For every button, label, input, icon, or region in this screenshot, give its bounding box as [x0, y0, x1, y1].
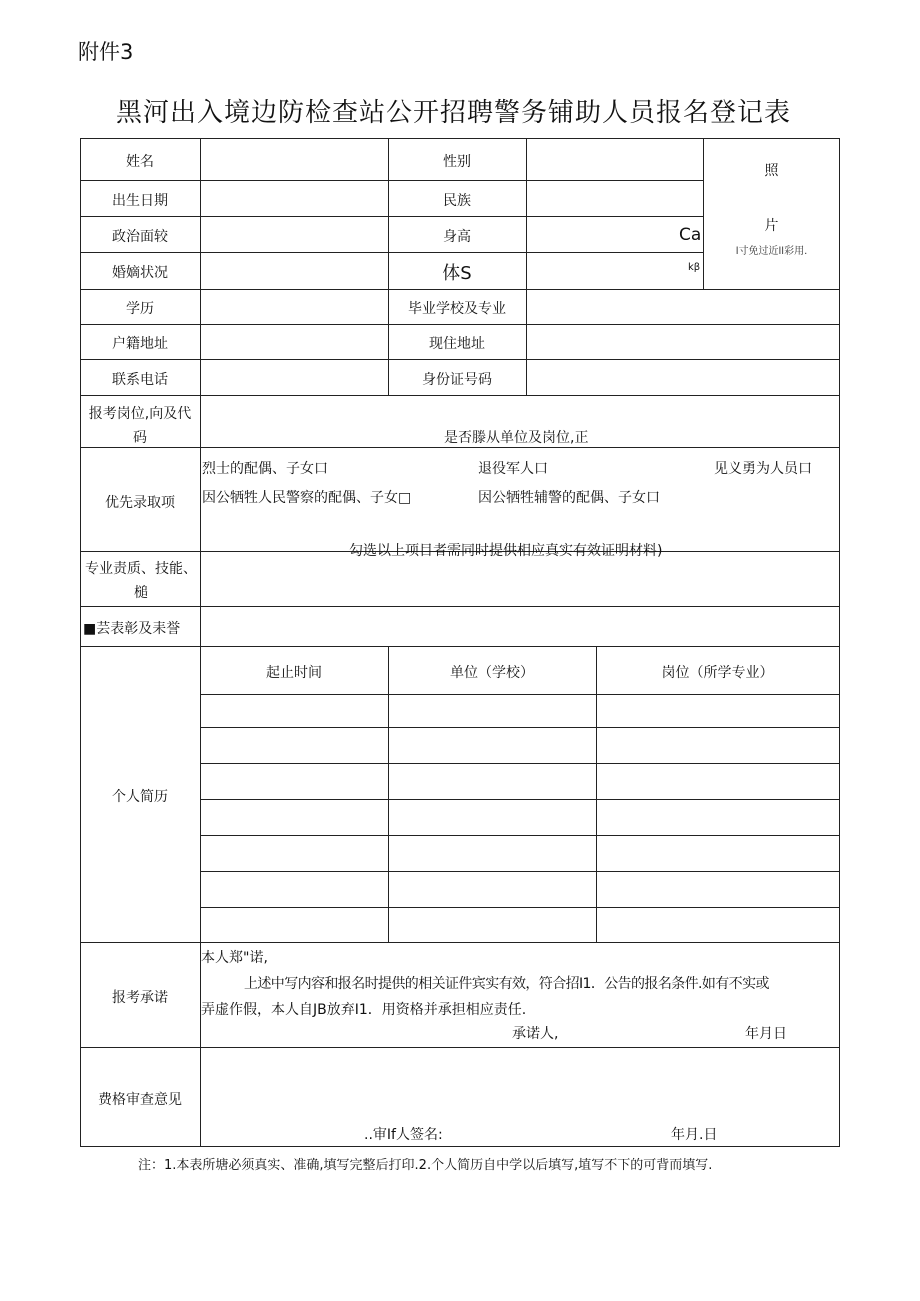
gender-field[interactable] — [527, 139, 702, 179]
form-title: 黑河出入境边防检查站公开招聘警务铺助人员报名登记表 — [116, 98, 792, 128]
education-label: 学历 — [126, 301, 154, 317]
resume-row[interactable] — [201, 908, 839, 941]
resume-row[interactable] — [201, 695, 839, 726]
id-field[interactable] — [527, 360, 839, 394]
review-field[interactable] — [201, 1048, 839, 1145]
photo-label-top: 照 — [764, 163, 779, 179]
weight-label: 体S — [442, 263, 472, 284]
priority-option-police-family[interactable]: 因公牺牲人民警察的配偶、子女□ — [202, 490, 412, 506]
weight-unit: kβ — [688, 262, 701, 273]
review-date: 年月.日 — [671, 1127, 718, 1143]
resume-col-time: 起止时间 — [266, 665, 322, 681]
school-field[interactable] — [527, 290, 839, 323]
height-label: 身高 — [443, 229, 471, 245]
weight-field[interactable] — [527, 253, 702, 288]
name-field[interactable] — [201, 139, 387, 179]
marital-label: 婚嫡状况 — [112, 265, 168, 281]
phone-field[interactable] — [201, 360, 387, 394]
commitment-line-3: 弄虚作假，本人自JB放弃I1．用资格并承担相应责任. — [201, 1002, 527, 1018]
skills-field[interactable] — [201, 552, 839, 605]
resume-col-unit: 单位（学校） — [450, 665, 534, 681]
ethnicity-field[interactable] — [527, 181, 702, 215]
commitment-date: 年月日 — [745, 1026, 787, 1042]
priority-option-auxiliary-family[interactable]: 因公牺牲辅警的配偶、子女口 — [478, 490, 660, 506]
address-label: 现住地址 — [429, 336, 485, 352]
hukou-label: 户籍地址 — [112, 336, 168, 352]
skills-label: 专业责质、技能、槌 — [85, 561, 197, 601]
height-field[interactable] — [527, 217, 702, 251]
priority-option-martyr-family[interactable]: 烈士的配偶、子女口 — [202, 461, 328, 477]
birth-label: 出生日期 — [112, 193, 168, 209]
marital-field[interactable] — [201, 253, 387, 288]
priority-note: 勾选以上项目者需同时提供相应真实有效证明材料) — [349, 543, 663, 559]
honors-field[interactable] — [201, 607, 839, 645]
politics-field[interactable] — [201, 217, 387, 251]
obey-assignment-label: 是否滕从单位及岗位,正 — [444, 430, 589, 446]
gender-label: 性别 — [443, 154, 471, 170]
height-unit: Ca — [679, 225, 702, 245]
id-label: 身份证号码 — [422, 372, 492, 388]
review-label: 费格审查意见 — [98, 1092, 182, 1108]
name-label: 姓名 — [126, 154, 154, 170]
resume-col-post: 岗位（所学专业） — [661, 665, 774, 681]
resume-row[interactable] — [201, 764, 839, 798]
review-signer: ..审If人签名: — [364, 1127, 443, 1143]
resume-label: 个人简历 — [112, 789, 168, 805]
footnote: 注：1.本表所塘必须真实、准确,填写完整后打印.2.个人简历自中学以后填写,埴写不下的可背而填写. — [138, 1158, 713, 1173]
phone-label: 联系电话 — [112, 372, 168, 388]
position-label: 报考岗位,向及代码 — [88, 406, 192, 446]
hukou-field[interactable] — [201, 325, 387, 358]
priority-option-hero[interactable]: 见义勇为人员口 — [714, 461, 812, 477]
politics-label: 政治面较 — [112, 229, 168, 245]
priority-option-veteran[interactable]: 退役军人口 — [478, 461, 548, 477]
photo-label-bottom: 片 — [764, 218, 779, 234]
resume-row[interactable] — [201, 836, 839, 870]
address-field[interactable] — [527, 325, 839, 358]
ethnicity-label: 民族 — [443, 193, 471, 209]
birth-field[interactable] — [201, 181, 387, 215]
commitment-line-1: 本人郑"诺, — [201, 950, 268, 966]
commitment-signer: 承诺人, — [512, 1026, 559, 1042]
school-label: 毕业学校及专业 — [408, 301, 506, 317]
resume-row[interactable] — [201, 872, 839, 906]
commitment-line-2: 上述中写内容和报名时提供的相关证件宾实有效，符合招I1．公告的报名条件.如有不实或 — [244, 976, 769, 992]
education-field[interactable] — [201, 290, 387, 323]
resume-row[interactable] — [201, 728, 839, 762]
commitment-label: 报考承诺 — [112, 990, 168, 1006]
attachment-label: 附件3 — [78, 40, 134, 64]
photo-note: l寸免过近ll彩用. — [735, 246, 808, 257]
honors-label: ■芸表彰及耒誉 — [83, 621, 181, 637]
resume-row[interactable] — [201, 800, 839, 834]
priority-label: 优先录取项 — [105, 495, 175, 511]
priority-note-clip — [201, 536, 839, 559]
